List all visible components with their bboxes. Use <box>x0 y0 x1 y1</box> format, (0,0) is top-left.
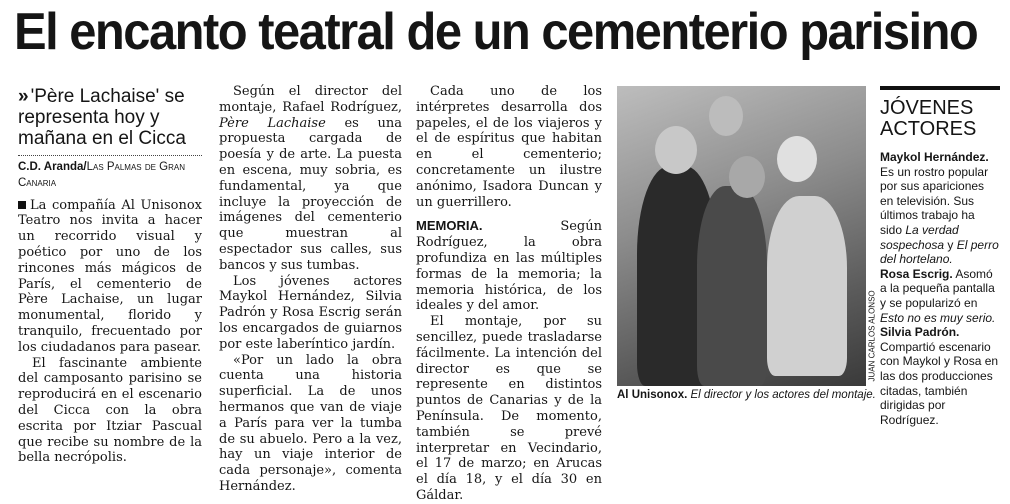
photo-credit: JUAN CARLOS ALONSO <box>867 290 877 382</box>
sidebar-top-rule <box>880 86 1000 90</box>
paragraph: El fascinante ambiente del camposanto parisino se reproducirá en el escenario del Cicca con la obra escrita por Itziar Pascual que recibe su nombre de la bella necrópolis. <box>18 355 202 466</box>
photo-caption: Al Unisonox. El director y los actores del montaje. <box>617 389 876 401</box>
byline: C.D. Aranda/Las Palmas de Gran Canaria <box>18 161 185 189</box>
column-2 <box>219 84 402 495</box>
paragraph: Según el director del montaje, Rafael Rodríguez, Père Lachaise es una propuesta cargada de poesía y de arte. La puesta en escena, muy sobria, es fundamental, ya que incluye la proyección de imágenes del cementerio que muestran al espectador sus calles, sus bancos y sus tumbas. <box>219 84 402 273</box>
sidebar-item: Maykol Hernández. Es un rostro popular por sus apariciones en televisión. Sus últimos trabajo ha sido La verdad sospechosa y El perro del hortelano. <box>880 150 999 267</box>
sidebar-item: Rosa Escrig. Asomó a la pequeña pantalla y se popularizó en Esto no es muy serio. <box>880 266 996 325</box>
photo <box>617 86 866 386</box>
sidebar-title: JÓVENES ACTORES <box>880 97 977 140</box>
column-3 <box>416 84 602 504</box>
square-bullet-icon <box>18 201 26 209</box>
paragraph: «Por un lado la obra cuenta una historia superficial. La de unos hermanos que van de viaje a París para ver la tumba de su abuelo. Pero a la vez, hay un viaje interior de cada personaje», comenta Hernández. <box>219 352 402 494</box>
sidebar <box>880 86 1000 427</box>
sidebar-item: Silvia Padrón. Compartió escenario con Maykol y Rosa en las dos producciones citadas, también dirigidas por Rodríguez. <box>880 325 999 427</box>
chevron-icon: » <box>18 86 29 107</box>
column-1 <box>18 84 202 466</box>
paragraph: MEMORIA. Según Rodríguez, la obra profundiza en las múltiples formas de la memoria; la memoria histórica, de los ideales y del amor. <box>416 218 602 314</box>
paragraph: Los jóvenes actores Maykol Hernández, Silvia Padrón y Rosa Escrig serán los encargados de guiarnos por este laberíntico jardín. <box>219 273 402 352</box>
headline: El encanto teatral de un cementerio parisino <box>14 3 978 61</box>
paragraph: La compañía Al Unisonox Teatro nos invita a hacer un recorrido visual y poético por uno de los rincones más mágicos de París, el cementerio de Père Lachaise, un lugar monumental, florido y tranquilo, frecuentado por los ciudadanos para pasear. <box>18 197 202 355</box>
paragraph: Cada uno de los intérpretes desarrolla dos papeles, el de los viajeros y el de espíritus que habitan en el cementerio; concretamente un ilustre anónimo, Isadora Duncan y un guerrillero. <box>416 84 602 210</box>
section-lead: MEMORIA. <box>416 218 483 234</box>
divider <box>18 155 202 156</box>
subheadline: » 'Père Lachaise' se representa hoy y mañana en el Cicca <box>18 86 186 149</box>
paragraph: El montaje, por su sencillez, puede trasladarse fácilmente. La intención del director es que se represente en distintos puntos de Canarias y de la Península. De momento, también se prevé interpretar en Vecindario, el 17 de marzo; en Arucas el día 18, y el día 30 en Gáldar. <box>416 314 602 503</box>
